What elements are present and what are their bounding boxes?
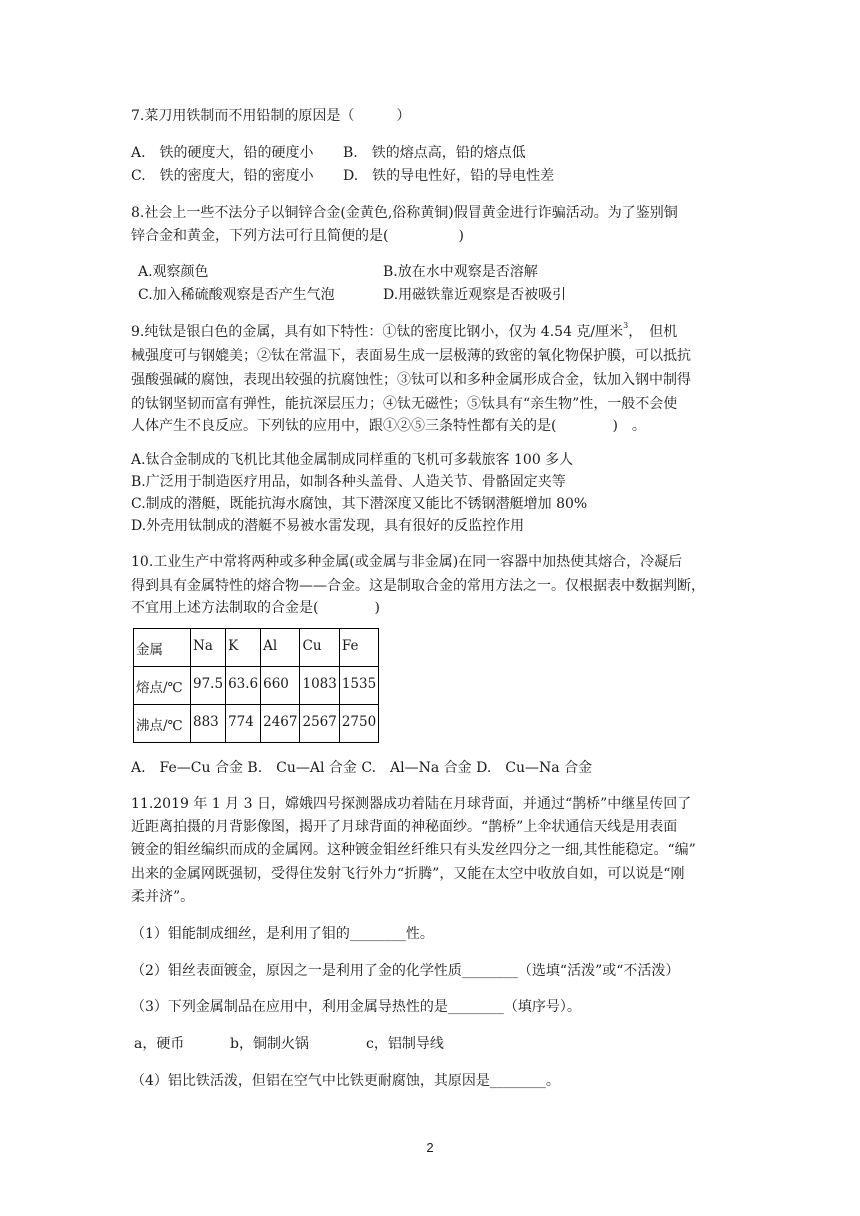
table-cell: 2567 (300, 705, 339, 743)
q11-line-1: 11.2019 年 1 月 3 日，嫦娥四号探测器成功着陆在月球背面，并通过“鹊桥”中继星传回了 (131, 796, 692, 812)
q9-line-1: 9.纯钛是银白色的金属，具有如下特性：①钛的密度比钢小，仅为 4.54 克/厘米$^3$， 但机 (131, 321, 678, 340)
q11-sub-4: （4）铝比铁活泼，但铝在空气中比铁更耐腐蚀，其原因是________。 (131, 1073, 560, 1089)
q8-option-c: C.加入稀硫酸观察是否产生气泡 (138, 287, 335, 303)
q9-option-c: C.制成的潜艇，既能抗海水腐蚀，其下潜深度又能比不锈钢潜艇增加 80% (131, 496, 588, 512)
table-cell: 沸点/℃ (134, 705, 191, 743)
table-cell: 1083 (300, 667, 339, 705)
q11-sub-3: （3）下列金属制品在应用中，利用金属导热性的是________（填序号）。 (131, 999, 581, 1015)
q10-line-2: 得到具有金属特性的熔合物——合金。这是制取合金的常用方法之一。仅根据表中数据判断， (131, 578, 705, 594)
table-row-melting-point (134, 667, 379, 705)
q10-line-3: 不宜用上述方法制取的合金是( ) (131, 600, 380, 616)
table-cell: 883 (191, 705, 226, 743)
q7-option-b: B. 铁的熔点高，铅的熔点低 (343, 145, 526, 161)
q10-line-1: 10.工业生产中常将两种或多种金属(或金属与非金属)在同一容器中加热使其熔合，冷凝后 (131, 554, 683, 570)
table-cell: 660 (261, 667, 300, 705)
table-cell: Cu (300, 629, 339, 667)
table-cell: Fe (339, 629, 378, 667)
q11-sub-3-option-b: b，铜制火锅 (230, 1036, 309, 1052)
q8-option-a: A.观察颜色 (138, 264, 209, 280)
q11-sub-2: （2）钼丝表面镀金，原因之一是利用了金的化学性质________（选填“活泼”或“不活泼） (131, 963, 680, 979)
q7-option-a: A. 铁的硬度大，铅的硬度小 (131, 145, 314, 161)
q8-line-2: 锌合金和黄金，下列方法可行且简便的是( ) (131, 228, 464, 244)
table-cell: Al (261, 629, 300, 667)
superscript-3: 3 (623, 321, 629, 330)
q7-option-c: C. 铁的密度大，铅的密度小 (131, 168, 314, 184)
q7-option-d: D. 铁的导电性好，铅的导电性差 (343, 168, 555, 184)
q10-options: A. Fe—Cu 合金 B. Cu—Al 合金 C. Al—Na 合金 D. Cu—Na 合金 (131, 760, 593, 776)
table-cell: 熔点/℃ (134, 667, 191, 705)
q9-line-5: 人体产生不良反应。下列钛的应用中，跟①②⑤三条特性都有关的是( ) 。 (131, 418, 646, 434)
q11-line-2: 近距离拍摄的月背影像图，揭开了月球背面的神秘面纱。“鹊桥”上伞状通信天线是用表面 (131, 819, 678, 835)
q9-line-2: 械强度可与钢媲美；②钛在常温下，表面易生成一层极薄的致密的氧化物保护膜，可以抵抗 (131, 348, 691, 364)
page-number: 2 (426, 1140, 434, 1155)
q9-option-d: D.外壳用钛制成的潜艇不易被水雷发现，具有很好的反监控作用 (131, 518, 525, 534)
table-cell: 2467 (261, 705, 300, 743)
table-cell: K (226, 629, 261, 667)
table-cell: 2750 (339, 705, 378, 743)
table-cell: 97.5 (191, 667, 226, 705)
table-cell: Na (191, 629, 226, 667)
q11-line-4: 出来的金属网既强韧，受得住发射飞行外力“折腾”，又能在太空中收放自如，可以说是“刚 (131, 866, 685, 882)
q11-line-5: 柔并济”。 (131, 889, 195, 905)
table-row-boiling-point (134, 705, 379, 743)
q8-option-d: D.用磁铁靠近观察是否被吸引 (383, 287, 567, 303)
q11-line-3: 镀金的钼丝编织而成的金属网。这种镀金钼丝纤维只有头发丝四分之一细,其性能稳定。“编” (131, 842, 696, 858)
q9-line-3: 强酸强碱的腐蚀，表现出较强的抗腐蚀性；③钛可以和多种金属形成合金，钛加入钢中制得 (131, 372, 691, 388)
q9-option-a: A.钛合金制成的飞机比其他金属制成同样重的飞机可多载旅客 100 多人 (131, 452, 574, 468)
q8-line-1: 8.社会上一些不法分子以铜锌合金(金黄色,俗称黄铜)假冒黄金进行诈骗活动。为了鉴别铜 (131, 205, 678, 221)
q11-sub-1: （1）钼能制成细丝，是利用了钼的________性。 (131, 926, 434, 942)
table-cell: 金属 (134, 629, 191, 667)
q7-stem: 7.菜刀用铁制而不用铅制的原因是（ ） (131, 108, 411, 124)
q11-sub-3-option-a: a，硬币 (134, 1036, 185, 1052)
table-cell: 63.6 (226, 667, 261, 705)
q11-sub-3-option-c: c，铝制导线 (366, 1036, 444, 1052)
q8-option-b: B.放在水中观察是否溶解 (383, 264, 538, 280)
metal-properties-table (133, 628, 379, 743)
table-row-header (134, 629, 379, 667)
q9-option-b: B.广泛用于制造医疗用品，如制各种头盖骨、人造关节、骨骼固定夹等 (131, 474, 566, 490)
q9-line-4: 的钛钢坚韧而富有弹性，能抗深层压力；④钛无磁性；⑤钛具有“亲生物”性，一般不会使 (131, 396, 678, 412)
table-cell: 1535 (339, 667, 378, 705)
table-cell: 774 (226, 705, 261, 743)
